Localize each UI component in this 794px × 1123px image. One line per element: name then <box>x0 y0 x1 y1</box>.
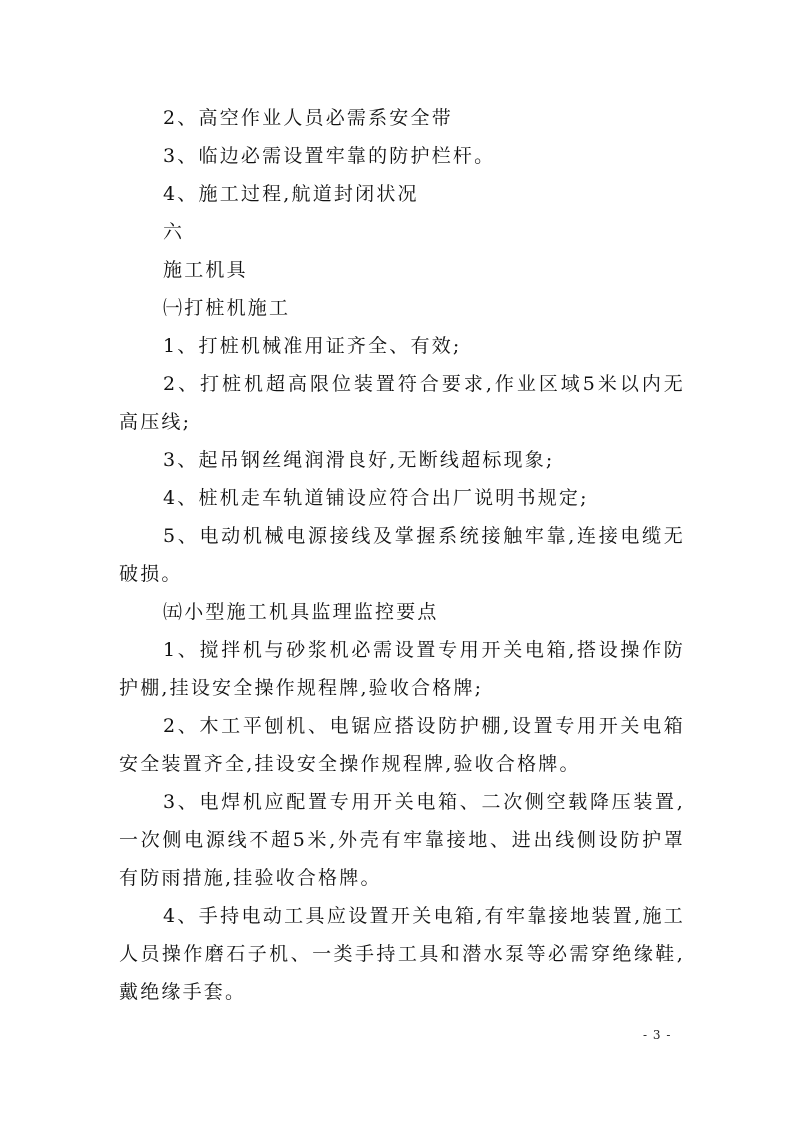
page-number: - 3 - <box>643 1028 672 1042</box>
paragraph: 3、临边必需设置牢靠的防护栏杆。 <box>163 145 496 167</box>
section-heading: 施工机具 <box>163 259 248 281</box>
subsection-heading: ㈤小型施工机具监理监控要点 <box>163 601 439 623</box>
paragraph: 4、桩机走车轨道铺设应符合出厂说明书规定; <box>163 487 589 509</box>
paragraph: 2、打桩机超高限位装置符合要求,作业区域5米以内无高压线; <box>119 373 685 433</box>
paragraph: 4、施工过程,航道封闭状况 <box>163 183 419 205</box>
subsection-heading: ㈠打桩机施工 <box>163 297 291 319</box>
section-number: 六 <box>163 221 185 243</box>
document-body <box>119 99 685 1011</box>
paragraph: 3、电焊机应配置专用开关电箱、二次侧空载降压装置,一次侧电源线不超5米,外壳有牢靠接地、进出线侧设防护罩有防雨措施,挂验收合格牌。 <box>119 791 685 889</box>
paragraph: 3、起吊钢丝绳润滑良好,无断线超标现象; <box>163 449 555 471</box>
paragraph: 4、手持电动工具应设置开关电箱,有牢靠接地装置,施工人员操作磨石子机、一类手持工具和潜水泵等必需穿绝缘鞋,戴绝缘手套。 <box>119 905 685 1003</box>
paragraph: 1、打桩机械准用证齐全、有效; <box>163 335 462 357</box>
paragraph: 1、搅拌机与砂浆机必需设置专用开关电箱,搭设操作防护棚,挂设安全操作规程牌,验收合格牌; <box>119 639 685 699</box>
paragraph: 5、电动机械电源接线及掌握系统接触牢靠,连接电缆无破损。 <box>119 525 685 585</box>
paragraph: 2、高空作业人员必需系安全带 <box>163 107 453 129</box>
paragraph: 2、木工平刨机、电锯应搭设防护棚,设置专用开关电箱安全装置齐全,挂设安全操作规程牌,验收合格牌。 <box>119 715 685 775</box>
